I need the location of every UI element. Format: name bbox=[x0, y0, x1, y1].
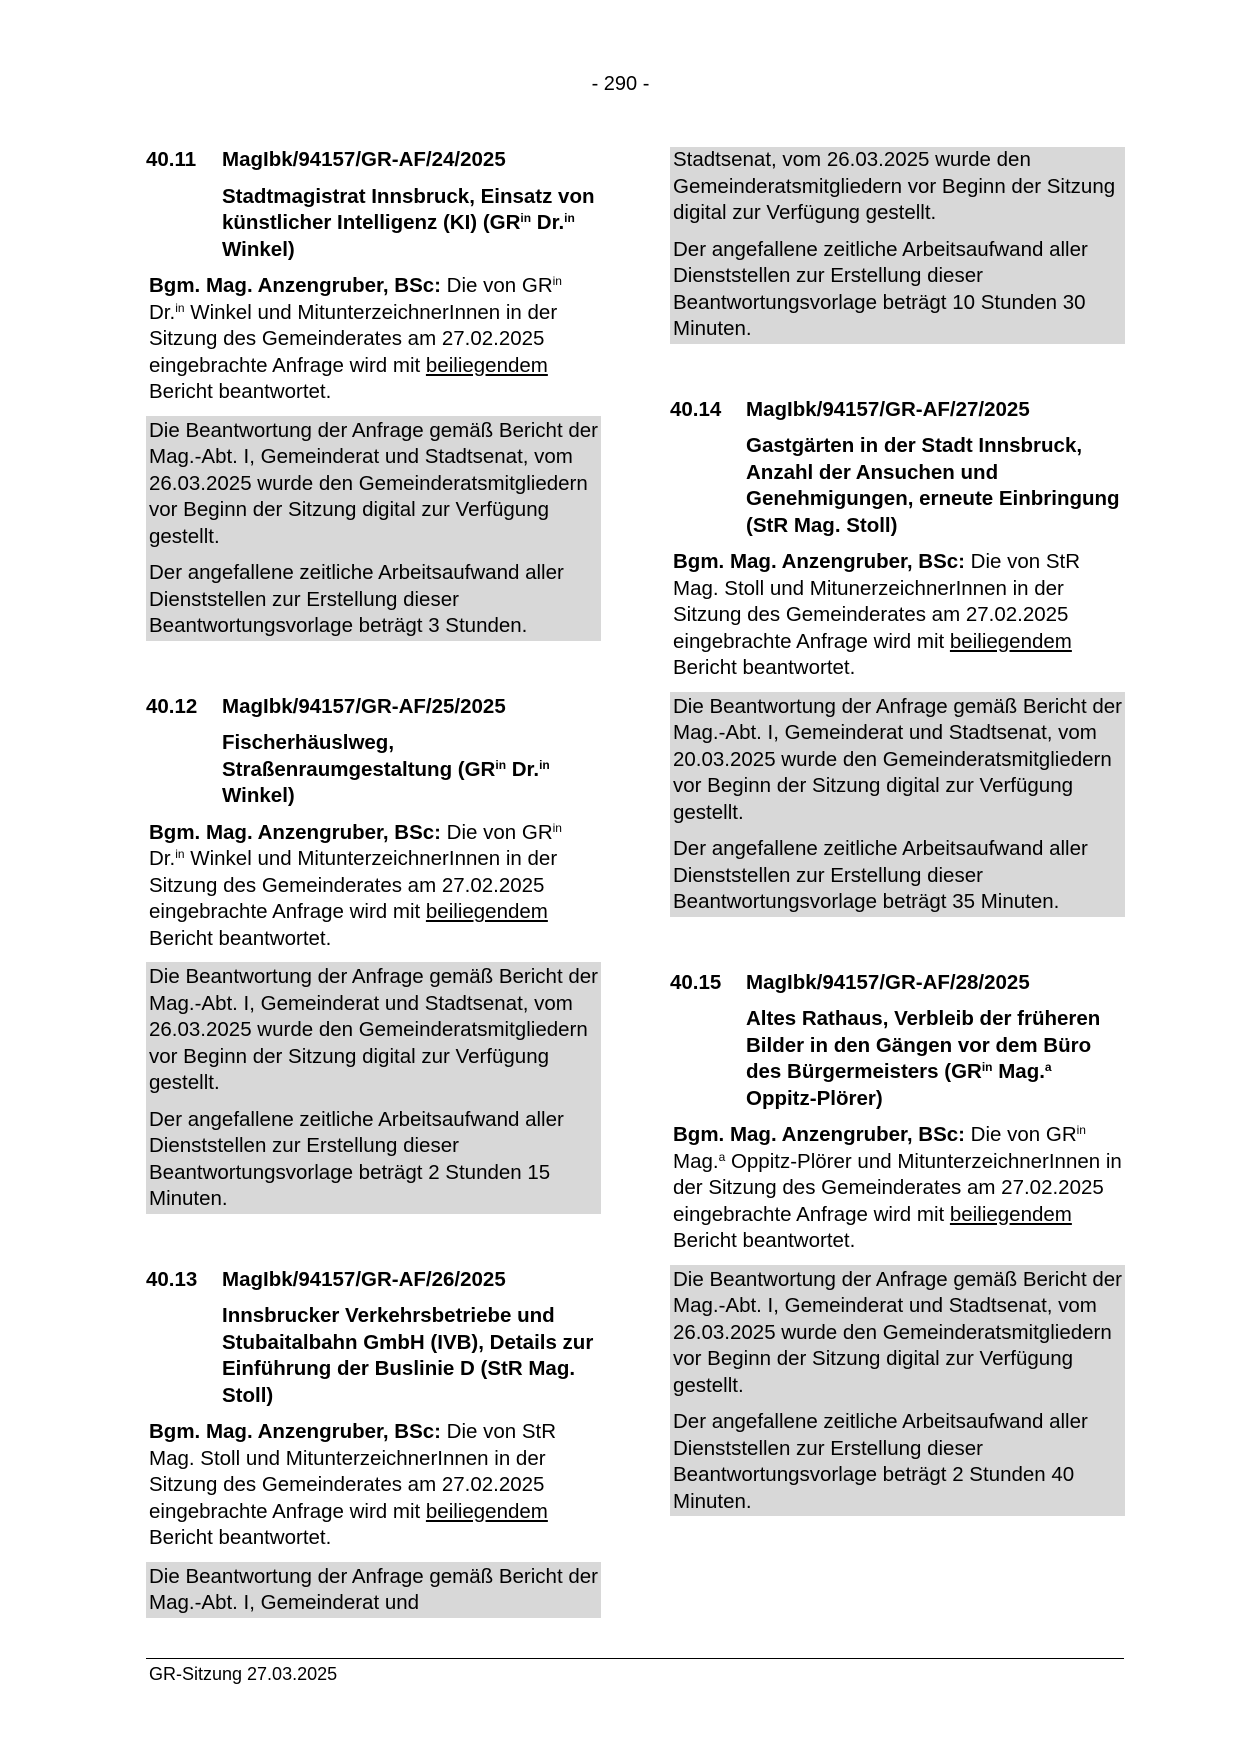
item-body: Bgm. Mag. Anzengruber, BSc: Die von $GR^{in}$ Dr.$^{in}$ Winkel und MitunterzeichnerInnen in der Sitzung des Gemeinderates am 27.02.2025 eingebrachte Anfrage wird mit beiliegendem Bericht beantwortet. bbox=[149, 820, 562, 950]
item-body: Bgm. Mag. Anzengruber, BSc: Die von StR Mag. Stoll und MitunterzeichnerInnen in der Sitzung des Gemeinderates am 27.02.2025 eingebrachte Anfrage wird mit beiliegendem Bericht beantwortet. bbox=[149, 1420, 557, 1549]
item-number: 40.11 bbox=[146, 148, 197, 171]
item-heading bbox=[146, 694, 601, 721]
page-number: - 290 - bbox=[591, 73, 650, 95]
item-heading bbox=[146, 147, 601, 174]
item-title: Altes Rathaus, Verbleib der früheren Bilder in den Gängen vor dem Büro des Bürgermeisters ($GR^{in}$ Mag.$^a$ Oppitz-Plörer) bbox=[746, 1007, 1101, 1110]
workload-note: Der angefallene zeitliche Arbeitsaufwand aller Dienststellen zur Erstellung dieser Beantwortungsvorlage beträgt 2 Stunden 40 Minuten. bbox=[670, 1400, 1125, 1516]
speaker-label: Bgm. Mag. Anzengruber, BSc: bbox=[673, 1123, 965, 1146]
item-reference: MagIbk/94157/GR-AF/25/2025 bbox=[222, 694, 506, 718]
speaker-label: Bgm. Mag. Anzengruber, BSc: bbox=[149, 1420, 441, 1443]
item-reference: MagIbk/94157/GR-AF/24/2025 bbox=[222, 148, 506, 171]
item-body: Bgm. Mag. Anzengruber, BSc: Die von StR Mag. Stoll und MitunerzeichnerInnen in der Sitzung des Gemeinderates am 27.02.2025 eingebrachte Anfrage wird mit beiliegendem Bericht beantwortet. bbox=[673, 550, 1081, 679]
item-title: Innsbrucker Verkehrsbetriebe und Stubaitalbahn GmbH (IVB), Details zur Einführung der Buslinie D (StR Mag. Stoll) bbox=[222, 1304, 594, 1407]
item-reference: MagIbk/94157/GR-AF/27/2025 bbox=[746, 397, 1030, 421]
workload-note: Der angefallene zeitliche Arbeitsaufwand aller Dienststellen zur Erstellung dieser Beantwortungsvorlage beträgt 10 Stunden 30 Minuten. bbox=[670, 228, 1125, 344]
agenda-item-40-11 bbox=[146, 147, 601, 641]
agenda-item-40-15 bbox=[670, 970, 1125, 1517]
answer-note: Die Beantwortung der Anfrage gemäß Bericht der Mag.-Abt. I, Gemeinderat und bbox=[146, 1562, 601, 1618]
item-heading bbox=[146, 1267, 601, 1294]
item-number: 40.12 bbox=[146, 694, 198, 718]
agenda-item-40-12 bbox=[146, 694, 601, 1214]
agenda-item-40-13-continued bbox=[670, 147, 1125, 344]
item-number: 40.13 bbox=[146, 1267, 198, 1291]
agenda-item-40-13 bbox=[146, 1267, 601, 1618]
item-number: 40.15 bbox=[670, 970, 722, 994]
answer-note-continued: Stadtsenat, vom 26.03.2025 wurde den Gemeinderatsmitgliedern vor Beginn der Sitzung digital zur Verfügung gestellt. bbox=[670, 147, 1125, 228]
answer-note: Die Beantwortung der Anfrage gemäß Bericht der Mag.-Abt. I, Gemeinderat und Stadtsenat, vom 26.03.2025 wurde den Gemeinderatsmitgliedern vor Beginn der Sitzung digital zur Verfügung gestellt. bbox=[146, 416, 601, 552]
workload-note: Der angefallene zeitliche Arbeitsaufwand aller Dienststellen zur Erstellung dieser Beantwortungsvorlage beträgt 3 Stunden. bbox=[146, 551, 601, 641]
item-heading bbox=[670, 970, 1125, 997]
speaker-label: Bgm. Mag. Anzengruber, BSc: bbox=[149, 274, 441, 297]
footer-divider bbox=[146, 1658, 1124, 1659]
item-reference: MagIbk/94157/GR-AF/28/2025 bbox=[746, 970, 1030, 994]
speaker-label: Bgm. Mag. Anzengruber, BSc: bbox=[149, 820, 441, 844]
answer-note: Die Beantwortung der Anfrage gemäß Bericht der Mag.-Abt. I, Gemeinderat und Stadtsenat, vom 26.03.2025 wurde den Gemeinderatsmitgliedern vor Beginn der Sitzung digital zur Verfügung gestellt. bbox=[670, 1265, 1125, 1401]
answer-note: Die Beantwortung der Anfrage gemäß Bericht der Mag.-Abt. I, Gemeinderat und Stadtsenat, vom 20.03.2025 wurde den Gemeinderatsmitgliedern vor Beginn der Sitzung digital zur Verfügung gestellt. bbox=[670, 692, 1125, 828]
item-title: Gastgärten in der Stadt Innsbruck, Anzahl der Ansuchen und Genehmigungen, erneute Einbringung (StR Mag. Stoll) bbox=[746, 434, 1120, 537]
item-reference: MagIbk/94157/GR-AF/26/2025 bbox=[222, 1267, 506, 1291]
answer-note: Die Beantwortung der Anfrage gemäß Bericht der Mag.-Abt. I, Gemeinderat und Stadtsenat, vom 26.03.2025 wurde den Gemeinderatsmitgliedern vor Beginn der Sitzung digital zur Verfügung gestellt. bbox=[146, 962, 601, 1098]
right-column bbox=[670, 147, 1125, 1516]
item-title: Stadtmagistrat Innsbruck, Einsatz von künstlicher Intelligenz (KI) ($GR^{in}$ Dr.$^{in}$ Winkel) bbox=[222, 184, 595, 261]
speaker-label: Bgm. Mag. Anzengruber, BSc: bbox=[673, 550, 965, 573]
item-body: Bgm. Mag. Anzengruber, BSc: Die von $GR^{in}$ Mag.$^a$ Oppitz-Plörer und MitunterzeichnerInnen in der Sitzung des Gemeinderates am 27.02.2025 eingebrachte Anfrage wird mit beiliegendem Bericht beantwortet. bbox=[673, 1123, 1122, 1252]
workload-note: Der angefallene zeitliche Arbeitsaufwand aller Dienststellen zur Erstellung dieser Beantwortungsvorlage beträgt 35 Minuten. bbox=[670, 827, 1125, 917]
item-number: 40.14 bbox=[670, 397, 722, 421]
item-heading bbox=[670, 397, 1125, 424]
agenda-item-40-14 bbox=[670, 397, 1125, 917]
item-body: Bgm. Mag. Anzengruber, BSc: Die von $GR^{in}$ Dr.$^{in}$ Winkel und MitunterzeichnerInnen in der Sitzung des Gemeinderates am 27.02.2025 eingebrachte Anfrage wird mit beiliegendem Bericht beantwortet. bbox=[149, 274, 562, 403]
footer-text: GR-Sitzung 27.03.2025 bbox=[149, 1664, 338, 1684]
item-title: Fischerhäuslweg, Straßenraumgestaltung ($GR^{in}$ Dr.$^{in}$ Winkel) bbox=[222, 731, 550, 807]
left-column bbox=[146, 147, 601, 1618]
workload-note: Der angefallene zeitliche Arbeitsaufwand aller Dienststellen zur Erstellung dieser Beantwortungsvorlage beträgt 2 Stunden 15 Minuten. bbox=[146, 1098, 601, 1214]
